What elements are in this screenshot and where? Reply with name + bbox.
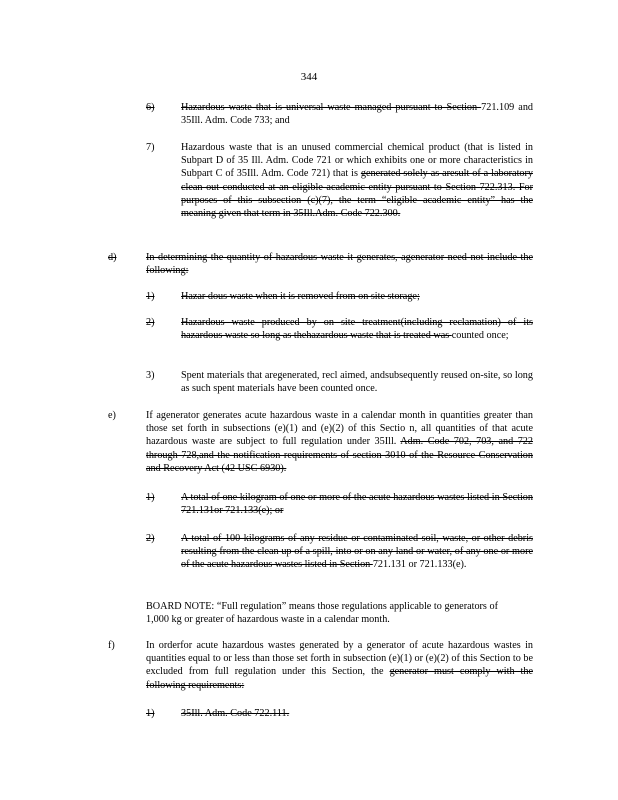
item-text bbox=[181, 532, 533, 572]
item-label: 1) bbox=[146, 492, 155, 503]
item-text bbox=[146, 251, 533, 277]
item-label: d) bbox=[108, 252, 117, 263]
item-label: 1) bbox=[146, 708, 155, 719]
struck-text: generated solely as aresult of a laboratory clean out conducted at an eligible academic entity pursuant to Section 722.313. For purposes of this subsection (c)(7), the term “eligible academic entity” has the meaning given that term in 35Ill.Adm. Code 722.300. bbox=[181, 168, 533, 220]
item-text bbox=[181, 491, 533, 517]
item-label: 7) bbox=[146, 142, 155, 153]
struck-text: Adm. Code 702, 703, and 722 through 728,and the notification requirements of section 3010 of the Resource Conservation and Recovery Act (42 USC 6930). bbox=[146, 436, 533, 474]
struck-text: generator must comply with the following requirements: bbox=[146, 666, 533, 691]
item-label: 2) bbox=[146, 317, 155, 328]
text: 721.109 and 35Ill. Adm. Code 733; and bbox=[181, 102, 534, 127]
item-label: f) bbox=[108, 640, 115, 651]
text: 721.131 or 721.133(e). bbox=[372, 559, 467, 571]
text: In orderfor acute hazardous wastes generated by a generator of acute hazardous wastes in quantities equal to or less than those set forth in subsection (e)(1) or (e)(2) of this Section to be excluded from full regulation under this Section, the bbox=[146, 640, 533, 678]
item-text bbox=[181, 316, 533, 342]
item-label: 3) bbox=[146, 370, 155, 381]
item-label: 1) bbox=[146, 291, 155, 302]
text: Spent materials that aregenerated, recl aimed, andsubsequently reused on-site, so long as such spent materials have been counted once. bbox=[181, 370, 533, 395]
item-text bbox=[146, 409, 533, 475]
page-number: 344 bbox=[300, 71, 318, 83]
item-text bbox=[181, 290, 533, 303]
item-text bbox=[181, 707, 533, 720]
item-label: e) bbox=[108, 410, 116, 421]
struck-text: Hazar dous waste when it is removed from on site storage; bbox=[181, 291, 420, 302]
text: BOARD NOTE: “Full regulation” means those regulations applicable to generators of 1,000 kg or greater of hazardous waste in a calendar month. bbox=[146, 601, 498, 626]
item-label: 6) bbox=[146, 102, 155, 113]
text: If agenerator generates acute hazardous waste in a calendar month in quantities greater than those set forth in subsections (e)(1) and (e)(2) of this Sectio n, all quantities of that acute hazardous waste are subject to full regulation under 35Ill. bbox=[146, 410, 533, 448]
text: Hazardous waste that is an unused commercial chemical product (that is listed in Subpart D of 35 Ill. Adm. Code 721 or which exhibits one or more characteristics in Subpart C of 35Ill. Adm. Code 721) that is bbox=[181, 142, 533, 180]
item-label: 2) bbox=[146, 533, 155, 544]
struck-text: 35Ill. Adm. Code 722.111. bbox=[181, 708, 290, 719]
item-text bbox=[146, 639, 533, 692]
item-text bbox=[181, 141, 533, 220]
struck-text: A total of one kilogram of one or more of the acute hazardous wastes listed in Section 721.131or 721.133(e); or bbox=[181, 492, 533, 517]
text: counted once; bbox=[451, 330, 509, 342]
struck-text: In determining the quantity of hazardous waste it generates, agenerator need not include the following: bbox=[146, 252, 533, 277]
struck-text: Hazardous waste produced by on site treatment(including reclamation) of its hazardous waste so long as thehazardous waste that is treated was bbox=[181, 317, 533, 342]
item-text bbox=[181, 101, 533, 127]
note-text bbox=[146, 600, 498, 626]
item-text bbox=[181, 369, 533, 395]
struck-text: A total of 100 kilograms of any residue or contaminated soil, waste, or other debris resulting from the clean up of a spill, into or on any land or water, of any one or more of the acute hazardous wastes listed in Section bbox=[181, 533, 533, 571]
struck-text: Hazardous waste that is universal waste managed pursuant to Section bbox=[181, 102, 482, 113]
